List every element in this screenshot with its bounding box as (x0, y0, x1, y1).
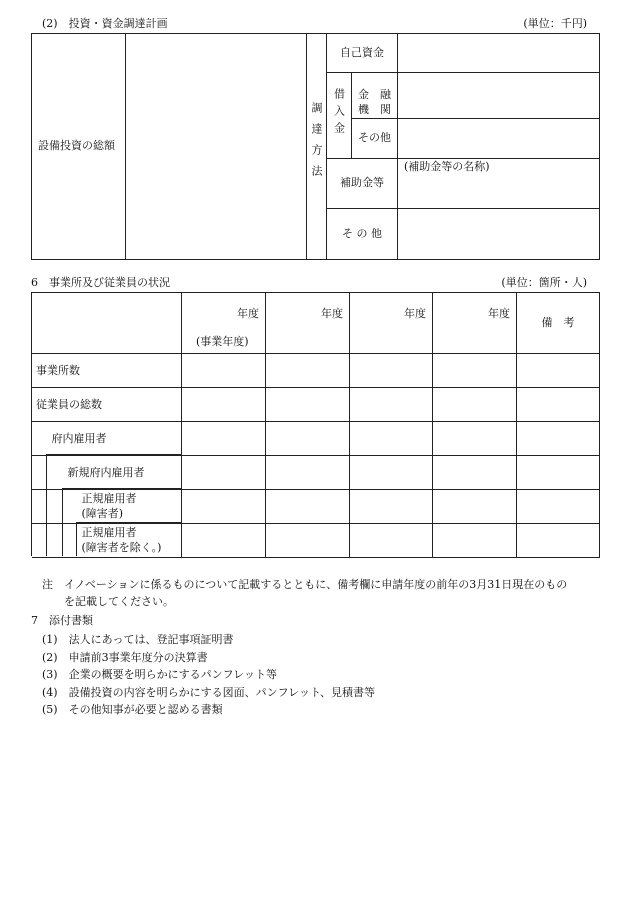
new-prefecture-employed-cell[interactable] (182, 456, 266, 490)
total-employees-label: 従業員の総数 (32, 388, 182, 422)
regular-excl-disabled-remarks[interactable] (517, 524, 600, 558)
regular-excl-disabled-cell[interactable] (433, 524, 517, 558)
investment-table (31, 33, 600, 260)
offices-cell[interactable] (182, 354, 266, 388)
own-funds-label: 自己資金 (327, 34, 398, 73)
year-header-1: 年度 (事業年度) (182, 293, 266, 354)
offices-cell[interactable] (266, 354, 350, 388)
prefecture-employed-cell[interactable] (266, 422, 350, 456)
attachment-item: (2) 申請前3事業年度分の決算書 (42, 650, 208, 664)
offices-cell[interactable] (433, 354, 517, 388)
regular-disabled-remarks[interactable] (517, 490, 600, 524)
new-prefecture-employed-cell[interactable] (433, 456, 517, 490)
attachments-title: 7 添付書類 (31, 614, 93, 627)
invest-section-header (42, 17, 587, 31)
total-investment-label: 設備投資の総額 (32, 34, 126, 260)
total-employees-cell[interactable] (350, 388, 433, 422)
regular-disabled-cell[interactable] (182, 490, 266, 524)
subsidy-name-note: (補助金等の名称) (404, 159, 490, 173)
prefecture-employed-cell[interactable] (433, 422, 517, 456)
header-blank-cell (32, 293, 182, 354)
indent-line-2 (46, 454, 47, 556)
other-borrowing-value[interactable] (398, 118, 600, 158)
financial-institution-label: 金 融 機 関 (352, 73, 398, 119)
other-funds-value[interactable] (398, 208, 600, 259)
regular-disabled-cell[interactable] (266, 490, 350, 524)
regular-excl-disabled-cell[interactable] (182, 524, 266, 558)
employee-note: 注 イノベーションに係るものについて記載するとともに、備考欄に申請年度の前年の3月31日現在のもの を記載してください。 (42, 578, 568, 609)
business-year-note: (事業年度) (196, 335, 249, 349)
new-prefecture-employed-cell[interactable] (266, 456, 350, 490)
indent-line-1 (31, 420, 32, 556)
total-investment-value[interactable] (126, 34, 307, 260)
employee-table (31, 292, 600, 558)
year-header-2: 年度 (266, 293, 350, 354)
offices-label: 事業所数 (32, 354, 182, 388)
indent-line-5 (76, 522, 77, 556)
regular-disabled-cell[interactable] (433, 490, 517, 524)
regular-excl-disabled-cell[interactable] (350, 524, 433, 558)
indent-hline-1 (46, 454, 181, 455)
attachment-item: (1) 法人にあっては、登記事項証明書 (42, 633, 234, 646)
prefecture-employed-cell[interactable] (182, 422, 266, 456)
new-prefecture-employed-remarks[interactable] (517, 456, 600, 490)
prefecture-employed-cell[interactable] (350, 422, 433, 456)
prefecture-employed-label: 府内雇用者 (32, 422, 182, 456)
other-borrowing-label: その他 (352, 118, 398, 158)
procurement-method-label: 調達方法 (307, 34, 327, 260)
regular-excl-disabled-cell[interactable] (266, 524, 350, 558)
total-employees-cell[interactable] (266, 388, 350, 422)
prefecture-employed-remarks[interactable] (517, 422, 600, 456)
total-employees-remarks[interactable] (517, 388, 600, 422)
attachment-item: (3) 企業の概要を明らかにするパンフレット等 (42, 668, 278, 682)
regular-excl-disabled-label: 正規雇用者 (障害者を除く。) (32, 524, 182, 558)
new-prefecture-employed-cell[interactable] (350, 456, 433, 490)
total-employees-cell[interactable] (433, 388, 517, 422)
regular-disabled-cell[interactable] (350, 490, 433, 524)
other-funds-label: そ の 他 (327, 208, 398, 259)
attachments-list (42, 631, 375, 719)
subsidy-label: 補助金等 (327, 158, 398, 208)
regular-disabled-label: 正規雇用者 (障害者) (32, 490, 182, 524)
invest-unit-label: (単位：千円) (523, 17, 587, 30)
borrowing-label: 借入金 (327, 73, 352, 159)
employee-section-header (31, 276, 587, 290)
indent-hline-2 (62, 488, 181, 489)
year-header-3: 年度 (350, 293, 433, 354)
own-funds-value[interactable] (398, 34, 600, 73)
invest-section-title: (2) 投資・資金調達計画 (42, 17, 168, 30)
new-prefecture-employed-label: 新規府内雇用者 (32, 456, 182, 490)
remarks-header: 備 考 (517, 293, 600, 354)
total-employees-cell[interactable] (182, 388, 266, 422)
employee-section-title: 6 事業所及び従業員の状況 (31, 276, 170, 289)
attachment-item: (4) 設備投資の内容を明らかにする図面、パンフレット、見積書等 (42, 685, 376, 699)
employee-unit-label: (単位：箇所・人) (501, 276, 587, 289)
indent-line-3 (62, 488, 63, 556)
financial-institution-value[interactable] (398, 73, 600, 119)
indent-hline-3 (76, 522, 181, 523)
employee-table-wrap (31, 292, 600, 556)
year-header-4: 年度 (433, 293, 517, 354)
offices-cell[interactable] (350, 354, 433, 388)
subsidy-value[interactable] (398, 158, 600, 208)
attachment-item: (5) その他知事が必要と認める書類 (42, 703, 223, 717)
offices-remarks[interactable] (517, 354, 600, 388)
